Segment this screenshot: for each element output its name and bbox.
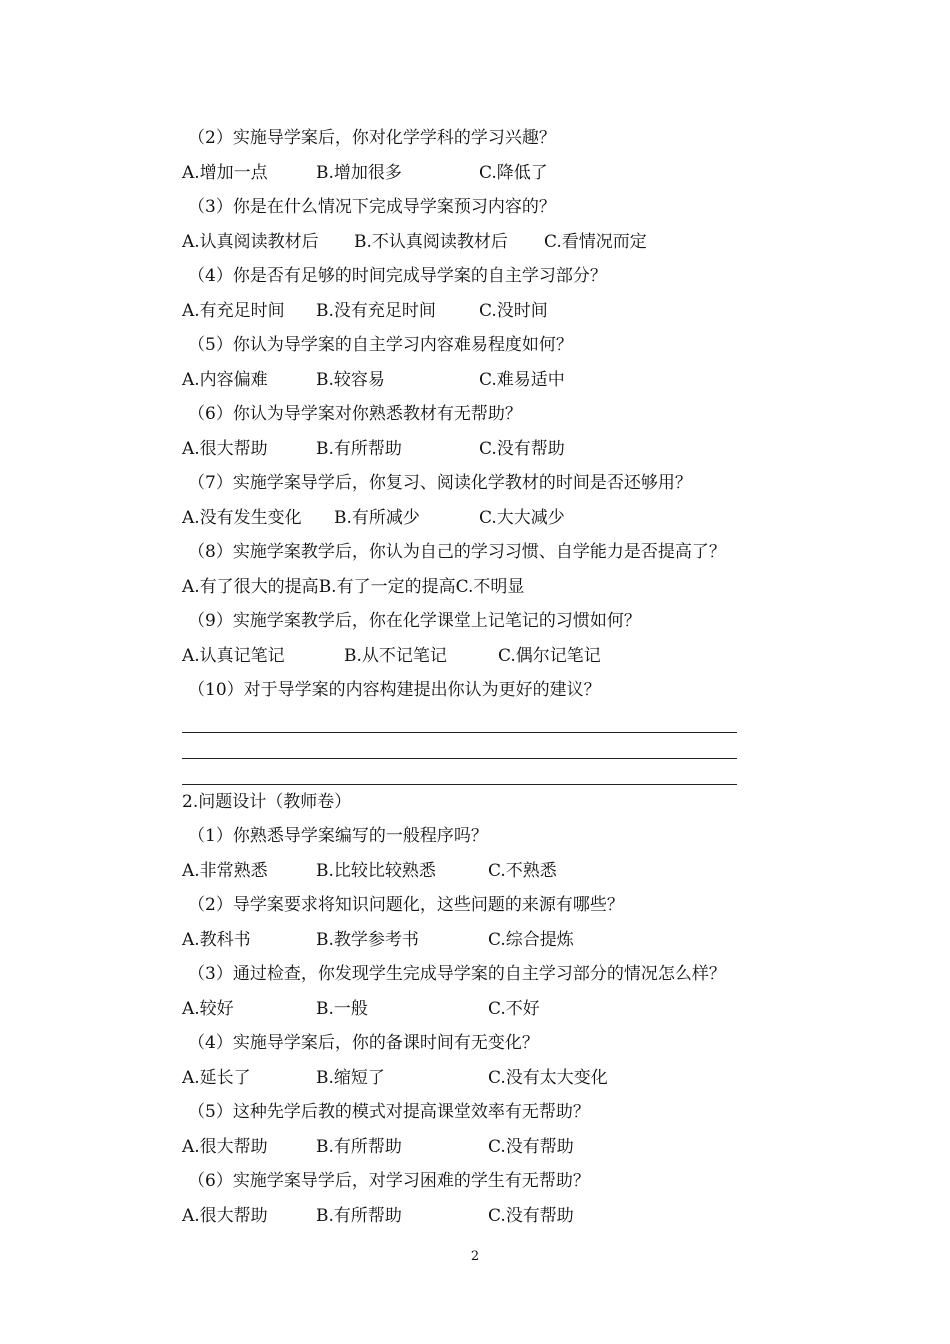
question-text: （2）实施导学案后，你对化学学科的学习兴趣？ <box>188 128 556 148</box>
options-row <box>182 363 782 398</box>
options-row <box>182 501 782 536</box>
option-a: A.很大帮助 <box>182 438 268 459</box>
option-a: A.很大帮助 <box>182 1205 268 1226</box>
option-b: B.缩短了 <box>316 1067 385 1088</box>
option-b: B.有所帮助 <box>316 1205 402 1226</box>
options-row <box>182 432 782 467</box>
option-a: A.内容偏难 <box>182 369 268 390</box>
question-text: （7）实施学案导学后，你复习、阅读化学教材的时间是否还够用？ <box>188 473 692 493</box>
question-text: （9）实施学案教学后，你在化学课堂上记笔记的习惯如何？ <box>188 611 641 631</box>
options-row <box>182 854 782 889</box>
option-b: B.较容易 <box>316 369 385 390</box>
options-row <box>182 1130 782 1165</box>
option-c: C.没时间 <box>479 300 548 321</box>
option-a: A.很大帮助 <box>182 1136 268 1157</box>
option-c: C.不明显 <box>455 576 525 597</box>
option-c: C.综合提炼 <box>488 929 574 950</box>
option-b: B.一般 <box>316 998 368 1019</box>
option-a: A.延长了 <box>182 1067 251 1088</box>
options-row <box>182 992 782 1027</box>
option-a: A.认真记笔记 <box>182 645 285 666</box>
option-c: C.没有帮助 <box>479 438 565 459</box>
question-text: （5）你认为导学案的自主学习内容难易程度如何？ <box>188 335 573 355</box>
option-a: A.有了很大的提高 <box>182 576 319 597</box>
question-text: （8）实施学案教学后，你认为自己的学习习惯、自学能力是否提高了？ <box>188 542 726 562</box>
option-a: A.教科书 <box>182 929 251 950</box>
option-a: A.非常熟悉 <box>182 860 268 881</box>
option-a: A.认真阅读教材后 <box>182 231 319 252</box>
question-text: （6）实施学案导学后，对学习困难的学生有无帮助？ <box>188 1171 590 1192</box>
option-c: C.看情况而定 <box>544 231 647 252</box>
options-row <box>182 570 782 605</box>
option-b: B.不认真阅读教材后 <box>354 231 508 252</box>
option-a: A.增加一点 <box>182 162 268 183</box>
options-row <box>182 923 782 958</box>
answer-line <box>182 759 782 785</box>
option-c: C.没有帮助 <box>488 1136 574 1157</box>
question-text: （10）对于导学案的内容构建提出你认为更好的建议？ <box>188 680 601 700</box>
option-a: A.较好 <box>182 998 234 1019</box>
options-row <box>182 1061 782 1096</box>
page-content <box>182 121 782 1233</box>
question-text: （4）实施导学案后，你的备课时间有无变化？ <box>188 1033 539 1054</box>
question-text: （3）你是在什么情况下完成导学案预习内容的？ <box>188 197 556 217</box>
option-c: C.偶尔记笔记 <box>498 645 601 666</box>
answer-line <box>182 733 782 759</box>
option-b: B.增加很多 <box>316 162 402 183</box>
option-c: C.没有太大变化 <box>488 1067 608 1088</box>
option-b: B.从不记笔记 <box>344 645 447 666</box>
options-row <box>182 294 782 329</box>
options-row <box>182 639 782 674</box>
section-title: 2.问题设计（教师卷） <box>182 791 352 812</box>
option-c: C.大大减少 <box>479 507 565 528</box>
question-text: （6）你认为导学案对你熟悉教材有无帮助？ <box>188 404 522 424</box>
answer-line <box>182 708 782 734</box>
option-c: C.不好 <box>488 998 540 1019</box>
question-text: （1）你熟悉导学案编写的一般程序吗？ <box>188 826 488 847</box>
question-text: （5）这种先学后教的模式对提高课堂效率有无帮助？ <box>188 1102 590 1123</box>
option-b: B.比较比较熟悉 <box>316 860 436 881</box>
option-c: C.没有帮助 <box>488 1205 574 1226</box>
options-row <box>182 1199 782 1234</box>
options-row <box>182 156 782 191</box>
option-b: B.有所帮助 <box>316 438 402 459</box>
option-c: C.降低了 <box>479 162 548 183</box>
option-c: C.难易适中 <box>479 369 565 390</box>
option-b: B.有所减少 <box>334 507 420 528</box>
page-number: 2 <box>470 1249 480 1264</box>
option-a: A.有充足时间 <box>182 300 285 321</box>
option-b: B.教学参考书 <box>316 929 419 950</box>
option-a: A.没有发生变化 <box>182 507 302 528</box>
option-c: C.不熟悉 <box>488 860 557 881</box>
question-text: （2）导学案要求将知识问题化，这些问题的来源有哪些？ <box>188 895 624 916</box>
option-b: B.有了一定的提高 <box>318 576 456 597</box>
options-row <box>182 225 782 260</box>
option-b: B.有所帮助 <box>316 1136 402 1157</box>
option-b: B.没有充足时间 <box>316 300 436 321</box>
question-text: （3）通过检查，你发现学生完成导学案的自主学习部分的情况怎么样？ <box>188 964 726 985</box>
question-text: （4）你是否有足够的时间完成导学案的自主学习部分？ <box>188 266 607 286</box>
